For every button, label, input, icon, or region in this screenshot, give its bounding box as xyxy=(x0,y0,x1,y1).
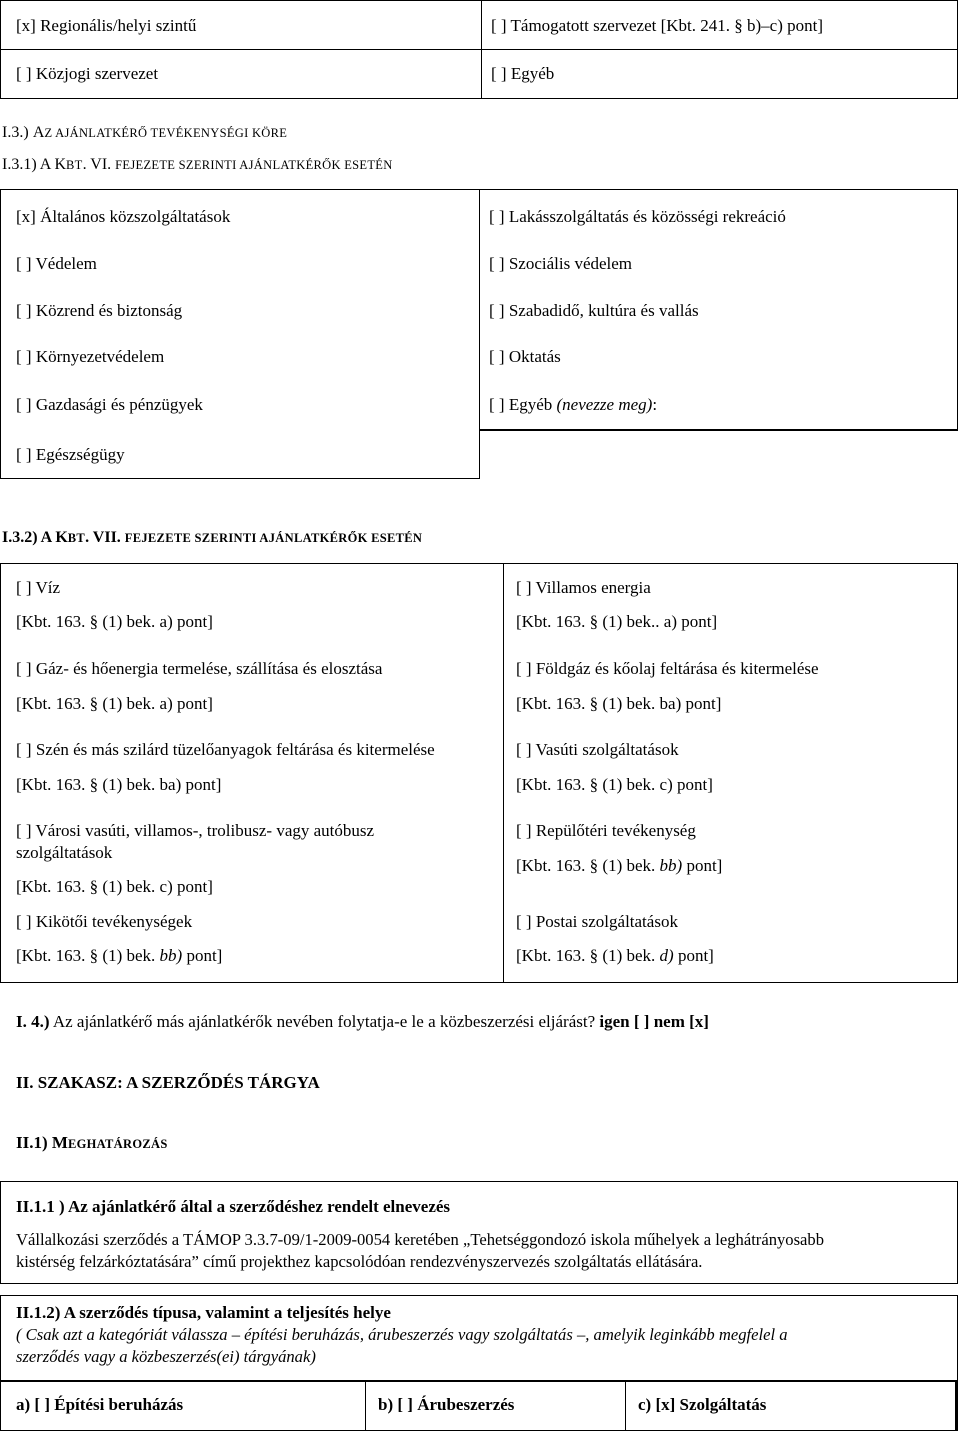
i31-environment: [ ] Környezetvédelem xyxy=(16,347,165,366)
section-ii1-heading: II.1) MEGHATÁROZÁS xyxy=(16,1133,168,1152)
i32-water: [ ] Víz xyxy=(16,578,61,597)
i32-electricity-ref: [Kbt. 163. § (1) bek.. a) pont] xyxy=(516,612,718,631)
i31-defence: [ ] Védelem xyxy=(16,254,97,273)
section-i31-heading: I.3.1) A KBT. VI. FEJEZETE SZERINTI AJÁNLATKÉRŐK ESETÉN xyxy=(2,156,393,173)
i32-coal-ref: [Kbt. 163. § (1) bek. ba) pont] xyxy=(16,775,222,794)
contract-type-supplies: b) [ ] Árubeszerzés xyxy=(378,1395,515,1414)
i31-housing: [ ] Lakásszolgáltatás és közösségi rekreáció xyxy=(489,207,786,226)
i32-railway-ref: [Kbt. 163. § (1) bek. c) pont] xyxy=(516,775,713,794)
i31-general-services: [x] Általános közszolgáltatások xyxy=(16,207,231,226)
i32-port: [ ] Kikötői tevékenységek xyxy=(16,912,193,931)
i31-social-protection: [ ] Szociális védelem xyxy=(489,254,633,273)
ii11-text-line1: Vállalkozási szerződés a TÁMOP 3.3.7-09/1-2009-0054 keretében „Tehetséggondozó iskola műhelyek a leghátrányosabb xyxy=(16,1230,825,1249)
i32-electricity: [ ] Villamos energia xyxy=(516,578,651,597)
section-i3-heading: I.3.) AZ AJÁNLATKÉRŐ TEVÉKENYSÉGI KÖRE xyxy=(2,124,288,141)
i32-oil-gas: [ ] Földgáz és kőolaj feltárása és kitermelése xyxy=(516,659,819,678)
section-i32-heading: I.3.2) A KBT. VII. FEJEZETE SZERINTI AJÁNLATKÉRŐK ESETÉN xyxy=(2,529,423,546)
i32-airport-ref: [Kbt. 163. § (1) bek. bb) pont] xyxy=(516,856,723,875)
ii12-note-line1: ( Csak azt a kategóriát válassza – építési beruházás, árubeszerzés vagy szolgáltatás –, amelyik leginkább megfelel a xyxy=(16,1325,788,1344)
i32-postal: [ ] Postai szolgáltatások xyxy=(516,912,678,931)
i32-urban-transport-ref: [Kbt. 163. § (1) bek. c) pont] xyxy=(16,877,213,896)
ii11-text-line2: kistérség felzárkóztatására” című projekthez kapcsolódóan rendezvényszervezés szolgáltatás ellátására. xyxy=(16,1252,703,1271)
ii12-note-line2: szerződés vagy a közbeszerzés(ei) tárgyának) xyxy=(16,1347,316,1366)
i32-port-ref: [Kbt. 163. § (1) bek. bb) pont] xyxy=(16,946,223,965)
contract-type-services: c) [x] Szolgáltatás xyxy=(638,1395,767,1414)
i32-airport: [ ] Repülőtéri tevékenység xyxy=(516,821,696,840)
i31-public-order: [ ] Közrend és biztonság xyxy=(16,301,183,320)
i31-economic-financial: [ ] Gazdasági és pénzügyek xyxy=(16,395,203,414)
i32-postal-ref: [Kbt. 163. § (1) bek. d) pont] xyxy=(516,946,714,965)
top-table-row-divider xyxy=(0,49,958,50)
i32-water-ref: [Kbt. 163. § (1) bek. a) pont] xyxy=(16,612,213,631)
i31-health: [ ] Egészségügy xyxy=(16,445,125,464)
i32-urban-transport-2: szolgáltatások xyxy=(16,843,113,862)
i32-oil-gas-ref: [Kbt. 163. § (1) bek. ba) pont] xyxy=(516,694,722,713)
contract-type-works: a) [ ] Építési beruházás xyxy=(16,1395,184,1414)
i31-education: [ ] Oktatás xyxy=(489,347,561,366)
top-table-supported-org: [ ] Támogatott szervezet [Kbt. 241. § b)–c) pont] xyxy=(491,16,824,35)
i4-question: I. 4.) Az ajánlatkérő más ajánlatkérők nevében folytatja-e le a közbeszerzési eljárást? igen [ ] nem [x] xyxy=(16,1012,709,1031)
i32-railway: [ ] Vasúti szolgáltatások xyxy=(516,740,679,759)
i32-gas-heat-ref: [Kbt. 163. § (1) bek. a) pont] xyxy=(16,694,213,713)
top-table-public-body: [ ] Közjogi szervezet xyxy=(16,64,159,83)
i32-gas-heat: [ ] Gáz- és hőenergia termelése, szállítása és elosztása xyxy=(16,659,383,678)
top-table-regional: [x] Regionális/helyi szintű xyxy=(16,16,197,35)
ii11-title: II.1.1 ) Az ajánlatkérő által a szerződéshez rendelt elnevezés xyxy=(16,1197,451,1216)
i32-urban-transport: [ ] Városi vasúti, villamos-, trolibusz- vagy autóbusz xyxy=(16,821,375,840)
i31-recreation-culture: [ ] Szabadidő, kultúra és vallás xyxy=(489,301,699,320)
section-ii-heading: II. SZAKASZ: A SZERZŐDÉS TÁRGYA xyxy=(16,1073,320,1092)
i32-coal: [ ] Szén és más szilárd tüzelőanyagok feltárása és kitermelése xyxy=(16,740,435,759)
ii12-title: II.1.2) A szerződés típusa, valamint a teljesítés helye xyxy=(16,1303,391,1322)
top-table-other: [ ] Egyéb xyxy=(491,64,555,83)
i31-other: [ ] Egyéb (nevezze meg): xyxy=(489,395,658,414)
